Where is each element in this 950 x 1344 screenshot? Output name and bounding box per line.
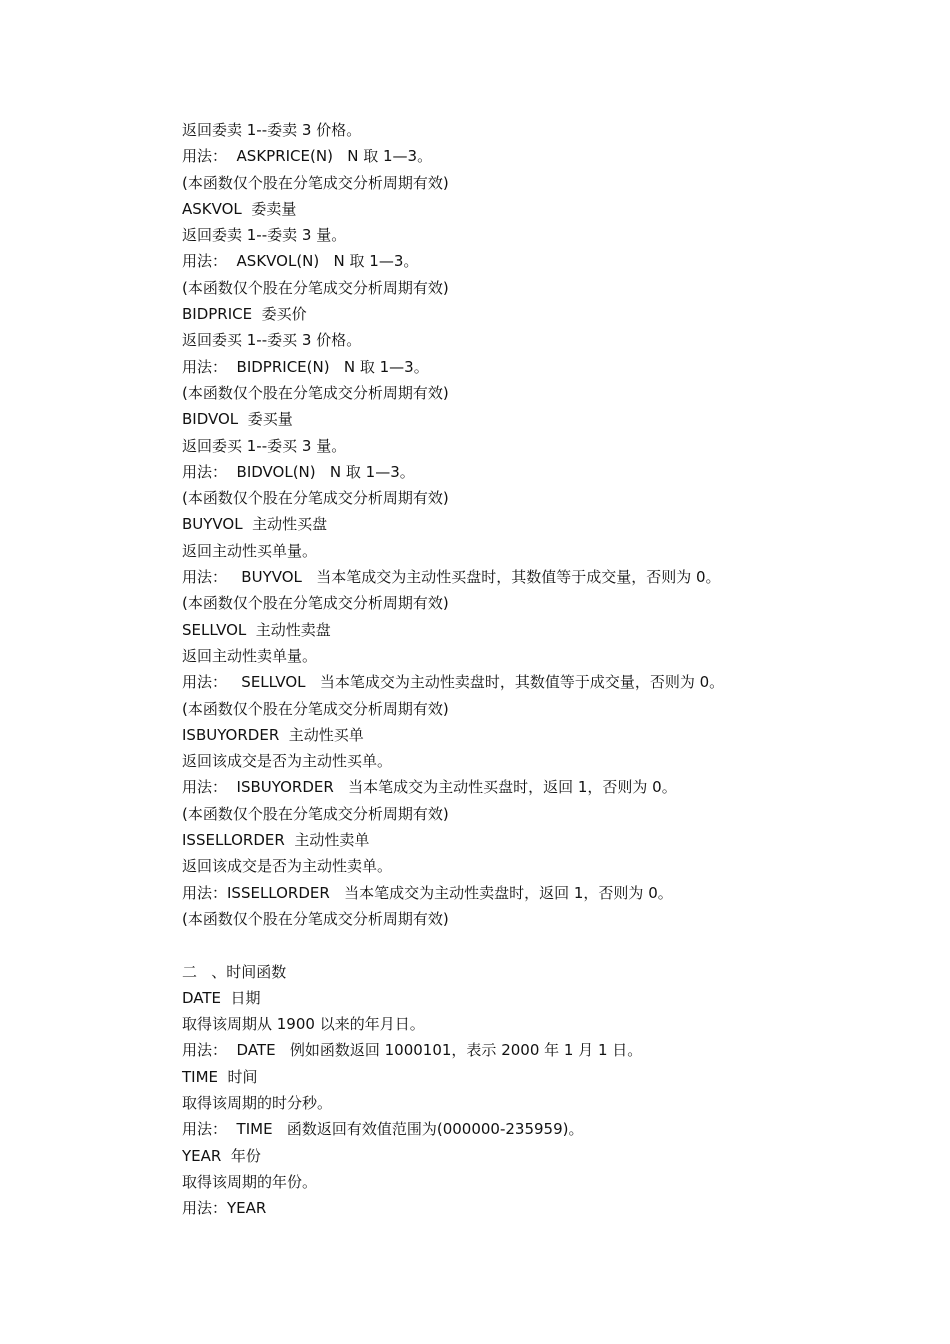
section-heading: YEAR 年份 xyxy=(182,1146,261,1165)
text-line: (本函数仅个股在分笔成交分析周期有效) xyxy=(182,804,449,823)
text-line: 返回委卖 1--委卖 3 价格。 xyxy=(182,121,362,139)
text-line: 返回委买 1--委买 3 价格。 xyxy=(182,331,362,350)
text-line: 用法： ASKPRICE(N) N 取 1—3。 xyxy=(182,147,433,166)
text-line: 取得该周期的时分秒。 xyxy=(182,1093,333,1112)
section-heading: BIDVOL 委买量 xyxy=(182,410,293,429)
text-line: 用法：YEAR xyxy=(182,1199,267,1218)
text-line: 用法： TIME 函数返回有效值范围为(000000-235959)。 xyxy=(182,1120,584,1139)
section-heading: ISBUYORDER 主动性买单 xyxy=(182,725,364,744)
text-line: 用法： SELLVOL 当本笔成交为主动性卖盘时，其数值等于成交量，否则为 0。 xyxy=(182,673,725,692)
text-line: 用法： ASKVOL(N) N 取 1—3。 xyxy=(182,252,419,271)
text-line: (本函数仅个股在分笔成交分析周期有效) xyxy=(182,173,449,192)
text-line: 用法： ISBUYORDER 当本笔成交为主动性买盘时，返回 1，否则为 0。 xyxy=(182,778,677,797)
text-line: (本函数仅个股在分笔成交分析周期有效) xyxy=(182,594,449,613)
section-heading: DATE 日期 xyxy=(182,988,261,1007)
chapter-heading: 二 、时间函数 xyxy=(182,962,287,981)
text-line: 取得该周期从 1900 以来的年月日。 xyxy=(182,1015,425,1034)
section-heading: SELLVOL 主动性卖盘 xyxy=(182,620,331,639)
blank-line xyxy=(182,932,882,958)
section-heading: ISSELLORDER 主动性卖单 xyxy=(182,831,370,850)
text-line: 用法： BIDPRICE(N) N 取 1—3。 xyxy=(182,357,429,376)
text-line: (本函数仅个股在分笔成交分析周期有效) xyxy=(182,699,449,718)
document-page xyxy=(182,117,882,1221)
text-line: 返回主动性卖单量。 xyxy=(182,646,318,665)
text-line: 用法： BIDVOL(N) N 取 1—3。 xyxy=(182,462,415,481)
text-line: 返回委卖 1--委卖 3 量。 xyxy=(182,226,347,245)
text-line: 返回该成交是否为主动性买单。 xyxy=(182,752,393,771)
text-line: (本函数仅个股在分笔成交分析周期有效) xyxy=(182,489,449,508)
text-line: 用法：ISSELLORDER 当本笔成交为主动性卖盘时，返回 1，否则为 0。 xyxy=(182,883,673,902)
text-line: 返回委买 1--委买 3 量。 xyxy=(182,436,347,455)
text-line: (本函数仅个股在分笔成交分析周期有效) xyxy=(182,278,449,297)
text-line: 返回主动性买单量。 xyxy=(182,541,318,560)
section-heading: ASKVOL 委卖量 xyxy=(182,199,297,218)
text-line: 用法： DATE 例如函数返回 1000101，表示 2000 年 1 月 1 日。 xyxy=(182,1041,643,1060)
section-heading: BIDPRICE 委买价 xyxy=(182,305,307,324)
text-line: (本函数仅个股在分笔成交分析周期有效) xyxy=(182,383,449,402)
section-heading: TIME 时间 xyxy=(182,1067,258,1086)
section-heading: BUYVOL 主动性买盘 xyxy=(182,515,328,534)
text-line: 返回该成交是否为主动性卖单。 xyxy=(182,857,393,876)
text-line: 用法： BUYVOL 当本笔成交为主动性买盘时，其数值等于成交量，否则为 0。 xyxy=(182,568,721,587)
text-line: 取得该周期的年份。 xyxy=(182,1172,318,1191)
text-line: (本函数仅个股在分笔成交分析周期有效) xyxy=(182,909,449,928)
